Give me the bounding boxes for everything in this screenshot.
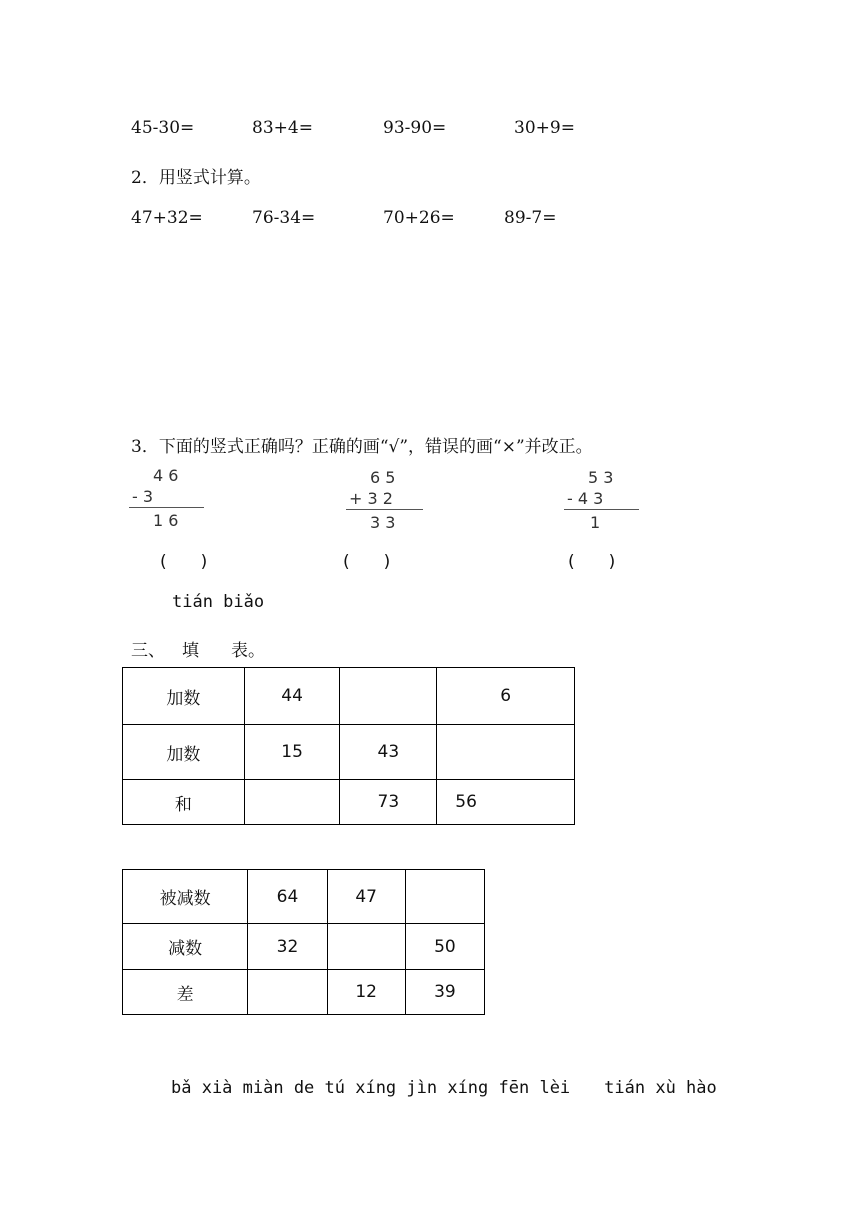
vertical-c-line xyxy=(564,509,639,510)
table-cell: 39 xyxy=(405,970,484,1015)
vertical-problem-c xyxy=(564,466,640,534)
section-3-char-2: 表。 xyxy=(231,641,265,661)
answer-paren-a[interactable]: ( ) xyxy=(160,552,208,572)
table-row xyxy=(123,725,575,780)
table-cell: 加数 xyxy=(123,725,245,780)
vertical-b-result: 3 3 xyxy=(370,513,396,532)
addition-table xyxy=(122,667,575,825)
answer-paren-b[interactable]: ( ) xyxy=(343,552,391,572)
table-cell: 43 xyxy=(340,725,437,780)
question-3-title: 3．下面的竖式正确吗？正确的画“√”，错误的画“×”并改正。 xyxy=(131,437,593,457)
table-cell: 被减数 xyxy=(123,870,248,924)
vertical-c-top: 5 3 xyxy=(588,468,614,487)
vertical-problem-a xyxy=(129,464,205,532)
vertical-a-operand: - 3 xyxy=(132,487,154,506)
table-cell: 6 xyxy=(437,668,575,725)
bottom-pinyin-line: bǎ xià miàn de tú xíng jìn xíng fēn lèi tián xù hào xyxy=(171,1078,717,1098)
oral-problem-3: 93-90= xyxy=(383,118,447,138)
table-cell: 12 xyxy=(327,970,405,1015)
vertical-calc-problem-1: 47+32= xyxy=(131,208,203,228)
table-cell: 73 xyxy=(340,780,437,825)
table-cell[interactable] xyxy=(248,970,327,1015)
table-cell: 56 xyxy=(437,780,575,825)
section-3-char-1: 填 xyxy=(182,641,199,661)
table-cell: 44 xyxy=(244,668,340,725)
vertical-b-line xyxy=(346,509,423,510)
question-2-title: 2．用竖式计算。 xyxy=(131,168,261,188)
vertical-problem-b xyxy=(346,466,424,534)
oral-problem-2: 83+4= xyxy=(252,118,313,138)
table-cell: 减数 xyxy=(123,924,248,970)
vertical-calc-problem-4: 89-7= xyxy=(504,208,557,228)
vertical-b-operand: + 3 2 xyxy=(349,489,393,508)
table-row xyxy=(123,780,575,825)
table-cell: 50 xyxy=(405,924,484,970)
vertical-a-top: 4 6 xyxy=(153,466,179,485)
table-cell: 和 xyxy=(123,780,245,825)
subtraction-table xyxy=(122,869,485,1015)
vertical-calc-problem-3: 70+26= xyxy=(383,208,455,228)
table-row xyxy=(123,870,485,924)
table-cell: 差 xyxy=(123,970,248,1015)
table-cell[interactable] xyxy=(244,780,340,825)
vertical-a-result: 1 6 xyxy=(153,511,179,530)
table-row xyxy=(123,924,485,970)
table-cell: 64 xyxy=(248,870,327,924)
table-cell[interactable] xyxy=(405,870,484,924)
table-row xyxy=(123,970,485,1015)
section-3-pinyin: tián biǎo xyxy=(172,592,265,612)
table-cell: 15 xyxy=(244,725,340,780)
vertical-calc-problem-2: 76-34= xyxy=(252,208,316,228)
table-cell[interactable] xyxy=(340,668,437,725)
table-cell: 加数 xyxy=(123,668,245,725)
answer-paren-c[interactable]: ( ) xyxy=(568,552,616,572)
table-cell[interactable] xyxy=(327,924,405,970)
table-cell[interactable] xyxy=(437,725,575,780)
table-cell: 32 xyxy=(248,924,327,970)
vertical-c-result: 1 xyxy=(590,513,601,532)
oral-problem-1: 45-30= xyxy=(131,118,195,138)
vertical-b-top: 6 5 xyxy=(370,468,396,487)
table-row xyxy=(123,668,575,725)
table-cell: 47 xyxy=(327,870,405,924)
vertical-a-line xyxy=(129,507,204,508)
section-3-number: 三、 xyxy=(131,641,165,661)
vertical-c-operand: - 4 3 xyxy=(567,489,604,508)
oral-problem-4: 30+9= xyxy=(514,118,575,138)
